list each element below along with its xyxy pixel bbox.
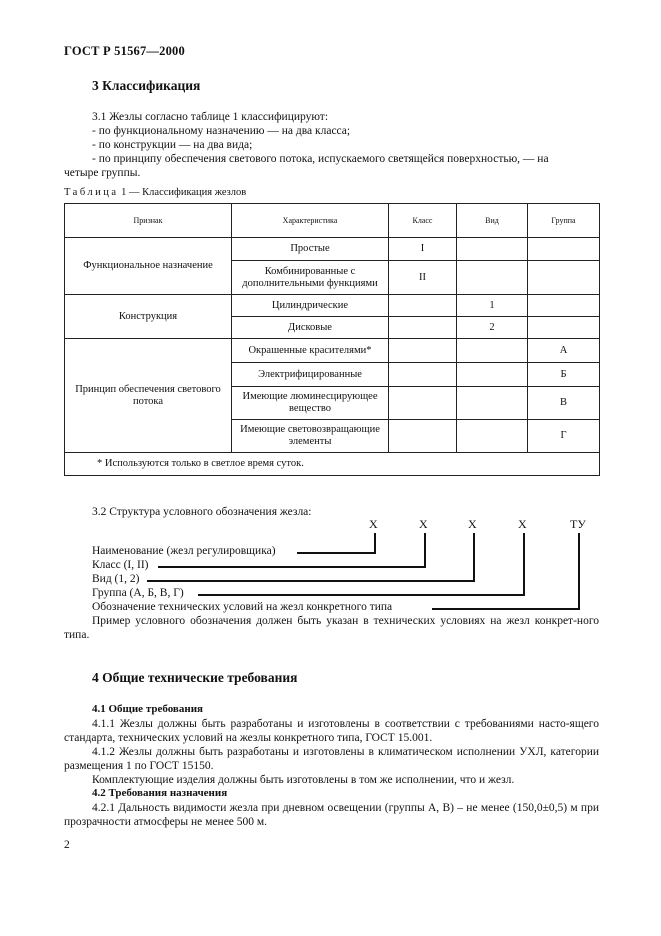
section-3-title: 3 Классификация (92, 78, 201, 93)
label-name: Наименование (жезл регулировщика) (92, 545, 276, 557)
cell-class (389, 295, 457, 317)
cell-characteristic: Цилиндрические (232, 295, 389, 317)
connector-vertical-1 (374, 533, 376, 553)
connector-horizontal-1 (297, 552, 376, 554)
cell-group: Г (528, 420, 600, 453)
bullet-light-flux-cont: четыре группы. (64, 167, 141, 179)
bullet-construction: - по конструкции — на два вида; (92, 139, 253, 151)
cell-group: А (528, 339, 600, 363)
connector-horizontal-3 (147, 580, 475, 582)
table-header-row (65, 204, 600, 238)
symbol-x-3: Х (468, 517, 477, 531)
cell-class (389, 363, 457, 387)
connector-horizontal-4 (198, 594, 525, 596)
group-functional: Функциональное назначение (65, 238, 232, 295)
section-4-title: 4 Общие технические требования (92, 670, 298, 685)
group-construction: Конструкция (65, 295, 232, 339)
cell-class: I (389, 238, 457, 261)
subsection-4-2-title: 4.2 Требования назначения (92, 787, 228, 799)
table-footnote-row (65, 453, 600, 476)
cell-type (457, 238, 528, 261)
header-characteristic: Характеристика (232, 204, 389, 238)
header-attribute: Признак (65, 204, 232, 238)
cell-group (528, 295, 600, 317)
cell-type (457, 339, 528, 363)
table-footnote: * Используются только в светлое время суток. (65, 453, 600, 476)
table-caption-prefix: Таблица (64, 187, 119, 198)
cell-type (457, 420, 528, 453)
connector-vertical-4 (523, 533, 525, 595)
cell-characteristic: Электрифицированные (232, 363, 389, 387)
symbol-tu: ТУ (570, 517, 586, 531)
cell-type (457, 387, 528, 420)
table-row (65, 238, 600, 261)
header-type: Вид (457, 204, 528, 238)
paragraph-4-1-2: 4.1.2 Жезлы должны быть разработаны и изготовлены в климатическом исполнении УХЛ, категории размещения 1 по ГОСТ 15150. (64, 746, 599, 772)
paragraph-components: Комплектующие изделия должны быть изготовлены в том же исполнении, что и жезл. (92, 774, 515, 786)
label-tech-conditions: Обозначение технических условий на жезл конкретного типа (92, 601, 393, 613)
connector-horizontal-2 (158, 566, 426, 568)
table-row (65, 339, 600, 363)
table-caption (64, 187, 246, 198)
cell-type: 1 (457, 295, 528, 317)
label-group: Группа (А, Б, В, Г) (92, 587, 184, 599)
cell-characteristic: Имеющие световозвращающие элементы (232, 420, 389, 453)
cell-class (389, 317, 457, 339)
cell-characteristic: Имеющие люминесцирующее вещество (232, 387, 389, 420)
paragraph-example-note: Пример условного обозначения должен быть указан в технических условиях на жезл конкрет-ного типа. (64, 615, 599, 641)
paragraph-4-2-1: 4.2.1 Дальность видимости жезла при дневном освещении (группы А, В) – не менее (150,0±0,5) м при прозрачности атмосферы не менее 500 м. (64, 802, 599, 828)
symbol-x-1: Х (369, 517, 378, 531)
cell-characteristic: Окрашенные красителями* (232, 339, 389, 363)
cell-class (389, 339, 457, 363)
cell-group: В (528, 387, 600, 420)
cell-class (389, 420, 457, 453)
symbol-x-2: Х (419, 517, 428, 531)
bullet-light-flux: - по принципу обеспечения светового потока, испускаемого светящейся поверхностью, — на (92, 153, 549, 165)
symbol-x-4: Х (518, 517, 527, 531)
paragraph-4-1-1: 4.1.1 Жезлы должны быть разработаны и изготовлены в соответствии с требованиями насто-ящего стандарта, технических условий на жезлы конкретного типа, ГОСТ 15.001. (64, 718, 599, 744)
cell-group (528, 238, 600, 261)
cell-group (528, 317, 600, 339)
page-number: 2 (64, 839, 70, 851)
cell-type (457, 363, 528, 387)
paragraph-3-1: 3.1 Жезлы согласно таблице 1 классифицируют: (92, 111, 329, 123)
cell-characteristic: Простые (232, 238, 389, 261)
bullet-function: - по функциональному назначению — на два класса; (92, 125, 351, 137)
table-row (65, 295, 600, 317)
document-header: ГОСТ Р 51567—2000 (64, 44, 185, 58)
connector-vertical-3 (473, 533, 475, 581)
cell-characteristic: Комбинированные с дополнительными функциями (232, 261, 389, 295)
subsection-4-1-title: 4.1 Общие требования (92, 703, 203, 715)
header-class: Класс (389, 204, 457, 238)
cell-characteristic: Дисковые (232, 317, 389, 339)
label-class: Класс (I, II) (92, 559, 149, 571)
connector-vertical-5 (578, 533, 580, 609)
group-light-principle: Принцип обеспечения светового потока (65, 339, 232, 453)
connector-vertical-2 (424, 533, 426, 567)
cell-type: 2 (457, 317, 528, 339)
cell-type (457, 261, 528, 295)
header-group: Группа (528, 204, 600, 238)
connector-horizontal-5 (432, 608, 580, 610)
label-type: Вид (1, 2) (92, 573, 140, 585)
classification-table (64, 203, 600, 476)
cell-group: Б (528, 363, 600, 387)
table-caption-text: 1 — Классификация жезлов (121, 187, 247, 198)
cell-group (528, 261, 600, 295)
paragraph-3-2: 3.2 Структура условного обозначения жезла: (92, 506, 312, 518)
cell-class (389, 387, 457, 420)
cell-class: II (389, 261, 457, 295)
